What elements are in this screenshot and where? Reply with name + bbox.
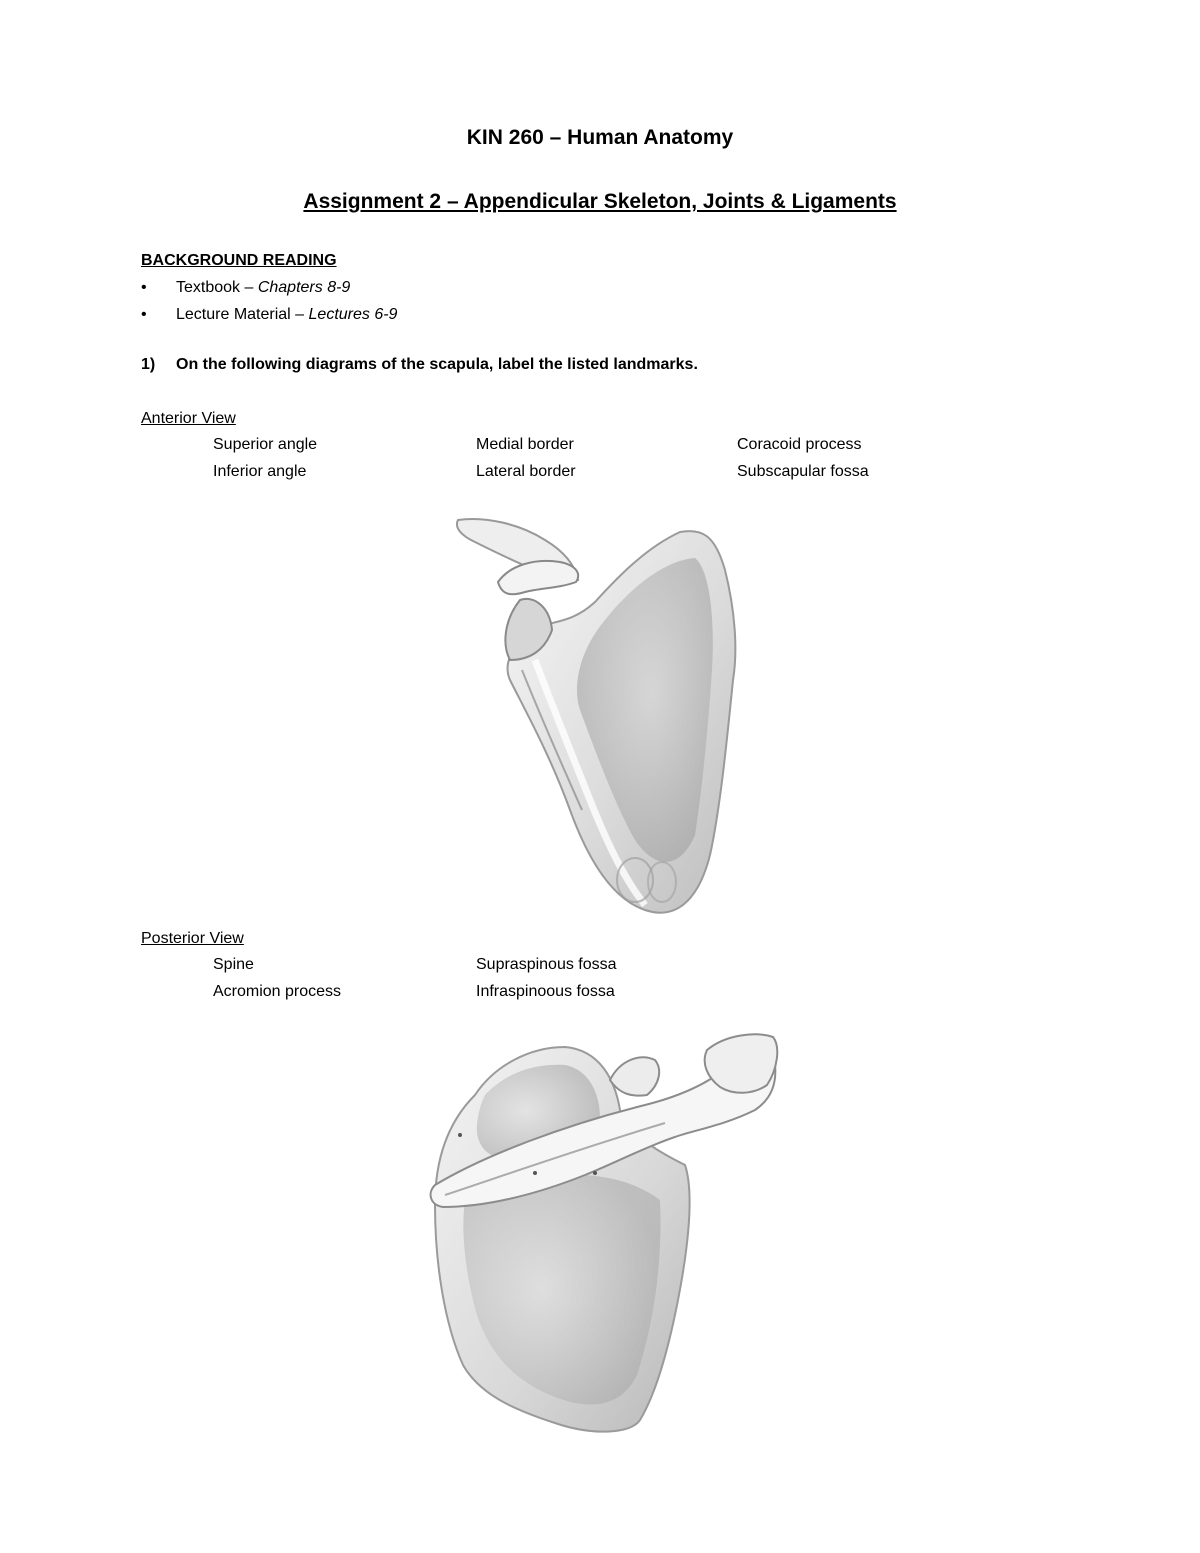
landmark-label: Lateral border <box>476 463 576 480</box>
reading-label: Lecture Material – <box>176 306 309 323</box>
list-item <box>141 277 397 304</box>
posterior-view-label: Posterior View <box>141 930 244 947</box>
reading-label: Textbook – <box>176 279 258 296</box>
landmark-label: Acromion process <box>213 983 342 1000</box>
list-item <box>141 304 397 331</box>
scapula-posterior-image <box>415 1025 785 1445</box>
question-number: 1) <box>141 356 156 373</box>
reading-detail: Chapters 8-9 <box>257 279 351 296</box>
background-reading-heading: BACKGROUND READING <box>141 252 337 269</box>
question-text: On the following diagrams of the scapula, label the listed landmarks. <box>176 356 698 373</box>
landmark-label: Supraspinous fossa <box>476 956 617 973</box>
landmark-label: Inferior angle <box>213 463 307 480</box>
reading-list <box>141 277 397 331</box>
page-title: KIN 260 – Human Anatomy <box>466 126 734 149</box>
scapula-anterior-image <box>440 510 760 925</box>
bullet-icon: • <box>141 279 147 296</box>
question-1 <box>141 356 698 374</box>
reading-detail: Lectures 6-9 <box>308 306 398 323</box>
landmark-label: Infraspinoous fossa <box>476 983 615 1000</box>
landmark-label: Superior angle <box>213 436 318 453</box>
landmark-label: Medial border <box>476 436 574 453</box>
landmark-label: Subscapular fossa <box>737 463 869 480</box>
anterior-view-label: Anterior View <box>141 410 236 427</box>
landmark-label: Spine <box>213 956 254 973</box>
landmark-label: Coracoid process <box>737 436 862 453</box>
assignment-title: Assignment 2 – Appendicular Skeleton, Joints & Ligaments <box>303 190 897 213</box>
bullet-icon: • <box>141 306 147 323</box>
